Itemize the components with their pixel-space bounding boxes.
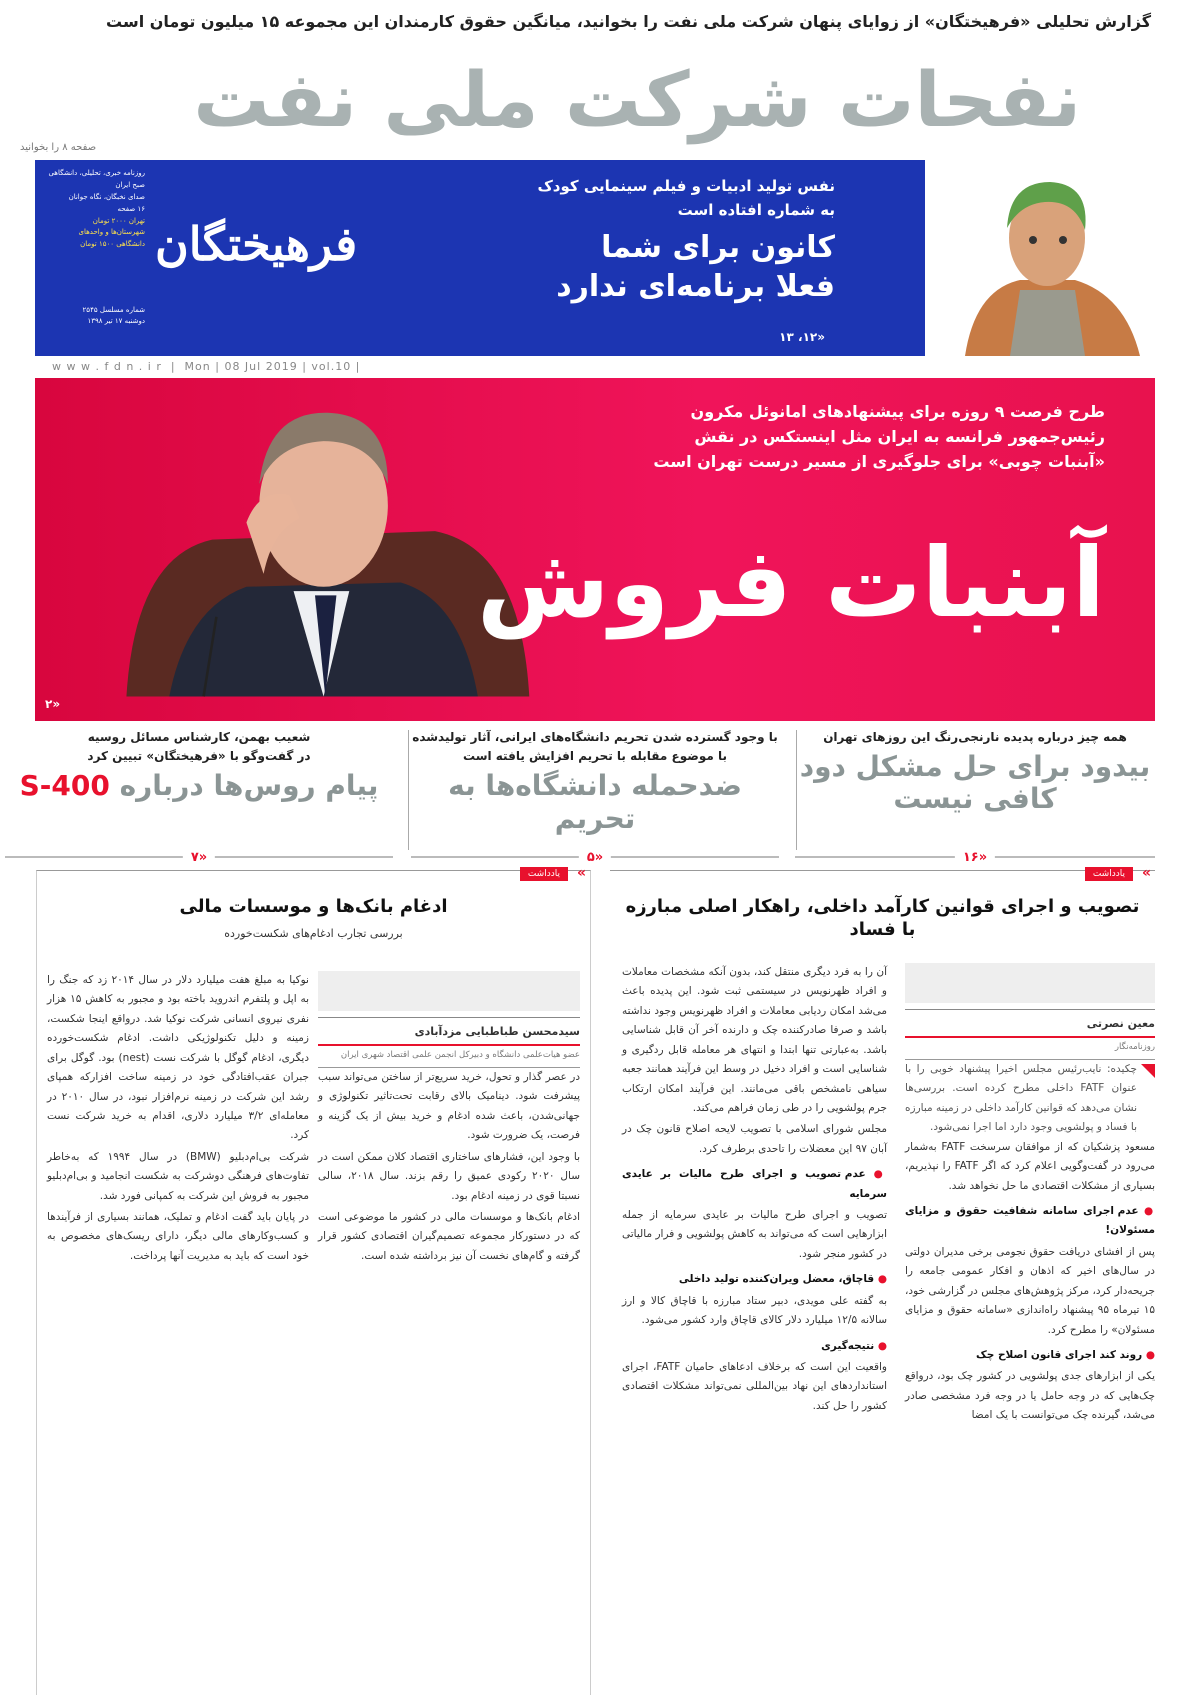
price-line: دانشگاهی ۱۵۰۰ تومان (80, 240, 145, 249)
page-reference: صفحه ۸ را بخوانید (20, 142, 97, 153)
subhead-line: به شماره افتاده است (677, 201, 835, 219)
article-subtitle: بررسی تجارب ادغام‌های شکست‌خورده (224, 927, 403, 940)
paragraph: در پایان باید گفت ادغام و تملیک، همانند بسیاری از فرآیندها و کسب‌وکارهای مالی دیگر، دارای ریسک‌های مخصوص به خود است که باید به مدیریت آنها پرداخت. (47, 1211, 309, 1262)
paragraph: آن را به فرد دیگری منتقل کند، بدون آنکه مشخصات معاملات و افراد ظهرنویس در سیستمی ثبت شود. این پدیده باعث می‌شد امکان ردیابی معاملات و افراد ظهرنویس وجود نداشته باشد و صرفا صادرکننده چک و دارنده آخر آن قابل شناسایی باشد. به‌عبارتی تنها ابتدا و انتهای هر معامله قابل ردگیری و شناسایی است و افراد دخیل در وسط این فرآیند همانند جعبه سیاهی نامشخص باقی می‌مانند. این فرآیند امکان ارتکاب جرم پولشویی را در طی زمان فراهم می‌کند. (622, 966, 887, 1114)
teaser-page-link[interactable]: «۱۶ (955, 850, 995, 866)
quote-box (318, 971, 580, 1011)
newspaper-logo: فرهیختگان (155, 217, 358, 271)
teaser-headline: ضدحمله دانشگاه‌ها به تحریم (448, 769, 742, 835)
paragraph: تصویب و اجرای طرح مالیات بر عایدی سرمایه از جمله ابزارهایی است که می‌تواند به کاهش پولشویی و فرار مالیاتی در کشور منجر شود. (622, 1209, 887, 1260)
subhead-line: «آبنبات چوبی» برای جلوگیری از مسیر درست تهران است (653, 451, 1105, 471)
author-role: روزنامه‌نگار (905, 1038, 1155, 1060)
headline-line: فعلا برنامه‌ای ندارد (556, 269, 835, 304)
subhead: ● نتیجه‌گیری (622, 1337, 887, 1356)
kanoon-subhead (537, 174, 835, 222)
quote-box (905, 963, 1155, 1003)
teaser-subhead: شعیب بهمن، کارشناس مسائل روسیه (87, 730, 311, 744)
teaser-s400[interactable] (5, 728, 393, 865)
top-headline[interactable]: نفحات شرکت ملی نفت (193, 55, 1081, 144)
hero-headline[interactable]: آبنبات فروش (477, 527, 1105, 639)
teaser-subhead: با موضوع مقابله با تحریم افزایش یافته است (462, 749, 727, 764)
article-column (905, 963, 1155, 1428)
teaser-page-link[interactable]: «۵ (579, 850, 611, 866)
subhead-line: نفس تولید ادبیات و فیلم سینمایی کودک (537, 177, 835, 195)
subhead-line: رئیس‌جمهور فرانسه به ایران مثل اینستکس در نقش (694, 426, 1105, 446)
article-column (47, 971, 309, 1268)
issue-info (45, 305, 145, 327)
teaser-subhead: همه چیز درباره پدیده نارنجی‌رنگ این روزهای تهران (823, 730, 1127, 744)
paragraph: در عصر گذار و تحول، خرید سریع‌تر از ساختن می‌تواند سبب پیشرفت شود. دینامیک بالای رقابت تحت‌تاثیر تکنولوژی و جهانی‌شدن، باعث شده ادغام و خرید بیش از یک گزینه و فرصت، یک ضرورت شود. (318, 1071, 580, 1142)
paragraph: ادغام بانک‌ها و موسسات مالی در کشور ما موضوعی است که در دستورکار مجموعه تصمیم‌گیران اقتصادی کشور قرار گرفته و گام‌های نخست آن نیز برداشته شده است. (318, 1211, 580, 1262)
author-role: عضو هیات‌علمی دانشگاه و دبیرکل انجمن علمی اقتصاد شهری ایران (318, 1046, 580, 1068)
column-body (318, 1068, 580, 1266)
article-title[interactable]: ادغام بانک‌ها و موسسات مالی (179, 896, 448, 917)
paragraph: مجلس شورای اسلامی با تصویب لایحه اصلاح قانون چک در آبان ۹۷ این معضلات را تاحدی برطرف کرد. (622, 1123, 887, 1155)
byline (318, 1017, 580, 1068)
issue-date: دوشنبه ۱۷ تیر ۱۳۹۸ (87, 317, 145, 326)
headline-highlight: S-400 (19, 769, 110, 803)
article-bank-mergers (36, 865, 591, 1695)
info-line: روزنامه خبری، تحلیلی، دانشگاهی صبح ایران (48, 169, 145, 189)
subhead: ● عدم تصویب و اجرای طرح مالیات بر عایدی سرمایه (622, 1165, 887, 1204)
masthead-info (45, 168, 145, 251)
price-line: تهران ۲۰۰۰ تومان (92, 216, 145, 225)
dateline: w w w . f d n . i r | Mon | 08 Jul 2019 | vol.10 | (52, 360, 361, 373)
article-lead: چکیده: نایب‌رئیس مجلس اخیرا پیشنهاد خوبی را با عنوان FATF داخلی مطرح کرده است. بررسی‌ها نشان می‌دهد که قوانین کارآمد داخلی در زمینه مبارزه با فساد و پولشویی وجود دارد اما اجرا نمی‌شود. (905, 1060, 1155, 1138)
teaser-page-link[interactable]: «۷ (183, 850, 215, 866)
chevron-icon: » (576, 865, 586, 881)
paragraph: به گفته علی مویدی، دبیر ستاد مبارزه با قاچاق کالا و ارز سالانه ۱۲/۵ میلیارد دلار کالای قاچاق وارد کشور می‌شود. (622, 1294, 887, 1327)
hero-page-link[interactable]: «۲ (45, 697, 61, 711)
article-column (622, 963, 887, 1418)
chevron-icon: » (1141, 865, 1151, 881)
boy-photo (925, 160, 1155, 356)
headline-line: کانون برای شما (601, 230, 835, 265)
article-column (318, 971, 580, 1268)
paragraph: شرکت بی‌ام‌دبلیو (BMW) در سال ۱۹۹۴ که به‌خاطر تفاوت‌های فرهنگی دوشرکت به شکست انجامید و بی‌ام‌دبلیو مجبور به فروش این شرکت به کمپانی فورد شد. (47, 1150, 310, 1202)
section-tag: یادداشت (520, 867, 568, 881)
paragraph: پس از افشای دریافت حقوق نجومی برخی مدیران دولتی در سال‌های اخیر که اذهان و افکار عمومی جامعه را جریحه‌دار کرد، مرکز پژوهش‌های مجلس در گزارشی خود، ۱۵ تیرماه ۹۵ پیشنهاد راه‌اندازی «سامانه حقوق و مزایای مسئولان» را مطرح کرد. (905, 1245, 1155, 1336)
teaser-headline (5, 770, 393, 802)
article-title[interactable]: تصویب و اجرای قوانین کارآمد داخلی، راهکار اصلی مبارزه با فساد (625, 896, 1140, 941)
paragraph: یکی از ابزارهای جدی پولشویی در کشور چک بود، درواقع چک‌هایی که در وجه حامل یا در وجه فرد مشخصی صادر می‌شد، گیرنده چک می‌توانست با یک امضا (905, 1370, 1155, 1422)
paragraph: با وجود این، فشارهای ساختاری اقتصاد کلان ممکن است در سال ۲۰۲۰ رکودی عمیق را رقم بزند. سال ۲۰۱۸، سالی نسبتا قوی در زمینه ادغام بود. (318, 1150, 580, 1202)
author-name: معین نصرتی (905, 1014, 1155, 1038)
paragraph: مسعود پزشکیان که از موافقان سرسخت FATF به‌شمار می‌رود در گفت‌وگویی اعلام کرد که اگر FATF را نپذیریم، بسیاری از مشکلات اقتصادی ما حل نخواهد شد. (905, 1140, 1155, 1192)
paragraph: واقعیت این است که برخلاف ادعاهای حامیان FATF، اجرای استانداردهای این نهاد بین‌المللی نمی‌تواند مشکلات اقتصادی کشور را حل کند. (622, 1361, 887, 1412)
subhead: ● روند کند اجرای قانون اصلاح چک (905, 1346, 1155, 1365)
byline (905, 1009, 1155, 1060)
subhead-line: طرح فرصت ۹ روزه برای پیشنهادهای امانوئل مکرون (690, 402, 1105, 421)
issue-number: شماره مسلسل ۲۵۴۵ (82, 306, 145, 314)
teaser-subhead: با وجود گسترده شدن تحریم دانشگاه‌های ایرانی، آثار تولیدشده (412, 730, 778, 744)
author-name: سیدمحسن طباطبایی مزدآبادی (318, 1022, 580, 1046)
headline-text: پیام روس‌ها درباره (109, 769, 379, 803)
info-line: ۱۶ صفحه (117, 204, 145, 213)
subhead: ● قاچاق، معضل ویران‌کننده تولید داخلی (622, 1270, 887, 1289)
top-kicker: گزارش تحلیلی «فرهیختگان» از زوایای پنهان شرکت ملی نفت را بخوانید، میانگین حقوق کارمندان این مجموعه ۱۵ میلیون تومان است (106, 12, 1151, 31)
hero-story[interactable] (35, 378, 1155, 721)
kanoon-page-link[interactable]: «۱۲، ۱۳ (779, 330, 825, 344)
article-anticorruption (610, 865, 1155, 1695)
divider (796, 730, 797, 850)
kanoon-headline[interactable] (556, 228, 835, 306)
paragraph: نوکیا به مبلغ هفت میلیارد دلار در سال ۲۰۱۴ زد که جنگ را به اپل و پلتفرم اندروید باخته بود و مجبور به کاهش ۱۵ هزار نفری نیروی انسانی شرکت نوکیا شد. درواقع اینجا شکست، زمینه و دلیل تکنولوژیکی داشت. ادغام شکست‌خورده دیگری، ادغام گوگل با شرکت نست (nest) بود. گوگل برای جبران عقب‌افتادگی خود در زمینه ساخت افزارکه همپای رشد این شرکت در زمینه نرم‌افزار نبود، در سال ۲۰۱۰ در معامله‌ای ۳/۲ میلیارد دلاری، اقدام به خرید شرکت نست کرد. (47, 974, 310, 1142)
column-body (905, 1138, 1155, 1426)
teaser-headline: بیدود برای حل مشکل دود کافی نیست (799, 750, 1151, 816)
price-line: شهرستان‌ها و واحدهای (78, 228, 145, 237)
teaser-subhead: در گفت‌وگو با «فرهیختگان» تبیین کرد (87, 749, 311, 764)
subhead: ● عدم اجرای سامانه شفافیت حقوق و مزایای مسئولان! (905, 1202, 1155, 1241)
teaser-smog[interactable] (795, 728, 1155, 865)
info-line: صدای نخبگان، نگاه جوانان (68, 192, 145, 201)
section-tag: یادداشت (1085, 867, 1133, 881)
teaser-universities[interactable] (411, 728, 779, 865)
masthead-band (35, 160, 1155, 356)
divider (408, 730, 409, 850)
hero-subhead (505, 400, 1105, 474)
